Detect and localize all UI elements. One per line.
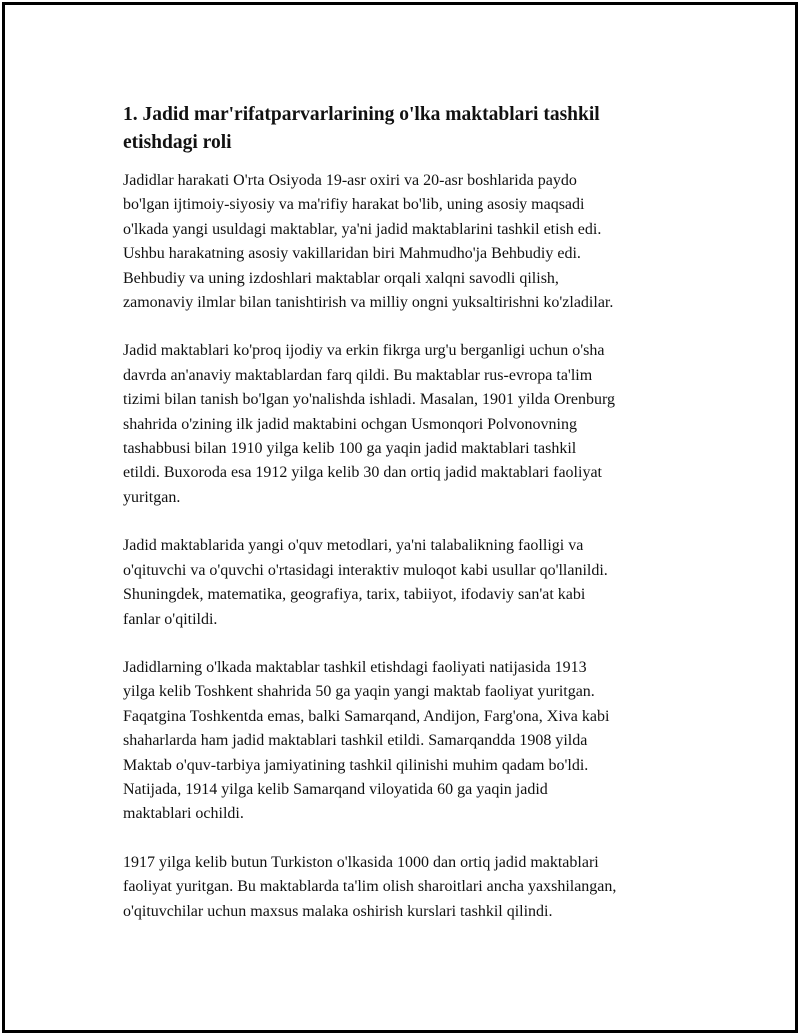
paragraph-2 (123, 339, 703, 510)
text-line: Faqatgina Toshkentda emas, balki Samarqand, Andijon, Farg'ona, Xiva kabi (123, 707, 610, 725)
paragraph-1 (123, 169, 703, 315)
text-line: yilga kelib Toshkent shahrida 50 ga yaqin yangi maktab faoliyat yuritgan. (123, 683, 595, 701)
text-line: o'lkada yangi usuldagi maktablar, ya'ni jadid maktablarini tashkil etish edi. (123, 220, 602, 238)
heading-line: etishdagi roli (123, 132, 232, 153)
paragraph-3 (123, 534, 703, 632)
paragraph-5 (123, 851, 703, 924)
text-line: o'qituvchi va o'quvchi o'rtasidagi interaktiv muloqot kabi usullar qo'llanildi. (123, 561, 608, 579)
page-frame (2, 2, 798, 1033)
text-line: tizimi bilan tanish bo'lgan yo'nalishda ishladi. Masalan, 1901 yilda Orenburg (123, 391, 616, 409)
text-line: etildi. Buxoroda esa 1912 yilga kelib 30 dan ortiq jadid maktablari faoliyat (123, 464, 602, 482)
text-line: yuritgan. (123, 488, 181, 506)
text-line: faoliyat yuritgan. Bu maktablarda ta'lim olish sharoitlari ancha yaxshilangan, (123, 878, 617, 896)
text-line: zamonaviy ilmlar bilan tanishtirish va milliy ongni yuksaltirishni ko'zladilar. (123, 294, 614, 312)
text-line: Maktab o'quv-tarbiya jamiyatining tashkil qilinishi muhim qadam bo'ldi. (123, 756, 589, 774)
text-line: Jadid maktablarida yangi o'quv metodlari, ya'ni talabalikning faolligi va (123, 537, 584, 555)
text-line: tashabbusi bilan 1910 yilga kelib 100 ga yaqin jadid maktablari tashkil (123, 440, 577, 458)
document-body (123, 101, 703, 948)
text-line: 1917 yilga kelib butun Turkiston o'lkasida 1000 dan ortiq jadid maktablari (123, 853, 599, 871)
text-line: Behbudiy va uning izdoshlari maktablar orqali xalqni savodli qilish, (123, 269, 559, 287)
text-line: maktablari ochildi. (123, 805, 244, 823)
text-line: davrda an'anaviy maktablardan farq qildi. Bu maktablar rus-evropa ta'lim (123, 366, 593, 384)
paragraph-4 (123, 656, 703, 827)
text-line: Natijada, 1914 yilga kelib Samarqand viloyatida 60 ga yaqin jadid (123, 780, 548, 798)
text-line: shahrida o'zining ilk jadid maktabini ochgan Usmonqori Polvonovning (123, 415, 577, 433)
text-line: Shuningdek, matematika, geografiya, tarix, tabiiyot, ifodaviy san'at kabi (123, 586, 586, 604)
text-line: Jadidlarning o'lkada maktablar tashkil etishdagi faoliyati natijasida 1913 (123, 658, 587, 676)
text-line: Jadid maktablari ko'proq ijodiy va erkin fikrga urg'u berganligi uchun o'sha (123, 342, 605, 360)
text-line: Ushbu harakatning asosiy vakillaridan biri Mahmudho'ja Behbudiy edi. (123, 245, 581, 263)
heading-line: 1. Jadid mar'rifatparvarlarining o'lka maktablari tashkil (123, 104, 600, 125)
text-line: fanlar o'qitildi. (123, 610, 218, 628)
text-line: shaharlarda ham jadid maktablari tashkil etildi. Samarqandda 1908 yilda (123, 732, 588, 750)
section-heading (123, 101, 703, 157)
text-line: bo'lgan ijtimoiy-siyosiy va ma'rifiy harakat bo'lib, uning asosiy maqsadi (123, 196, 585, 214)
text-line: o'qituvchilar uchun maxsus malaka oshirish kurslari tashkil qilindi. (123, 902, 553, 920)
text-line: Jadidlar harakati O'rta Osiyoda 19-asr oxiri va 20-asr boshlarida paydo (123, 172, 577, 189)
